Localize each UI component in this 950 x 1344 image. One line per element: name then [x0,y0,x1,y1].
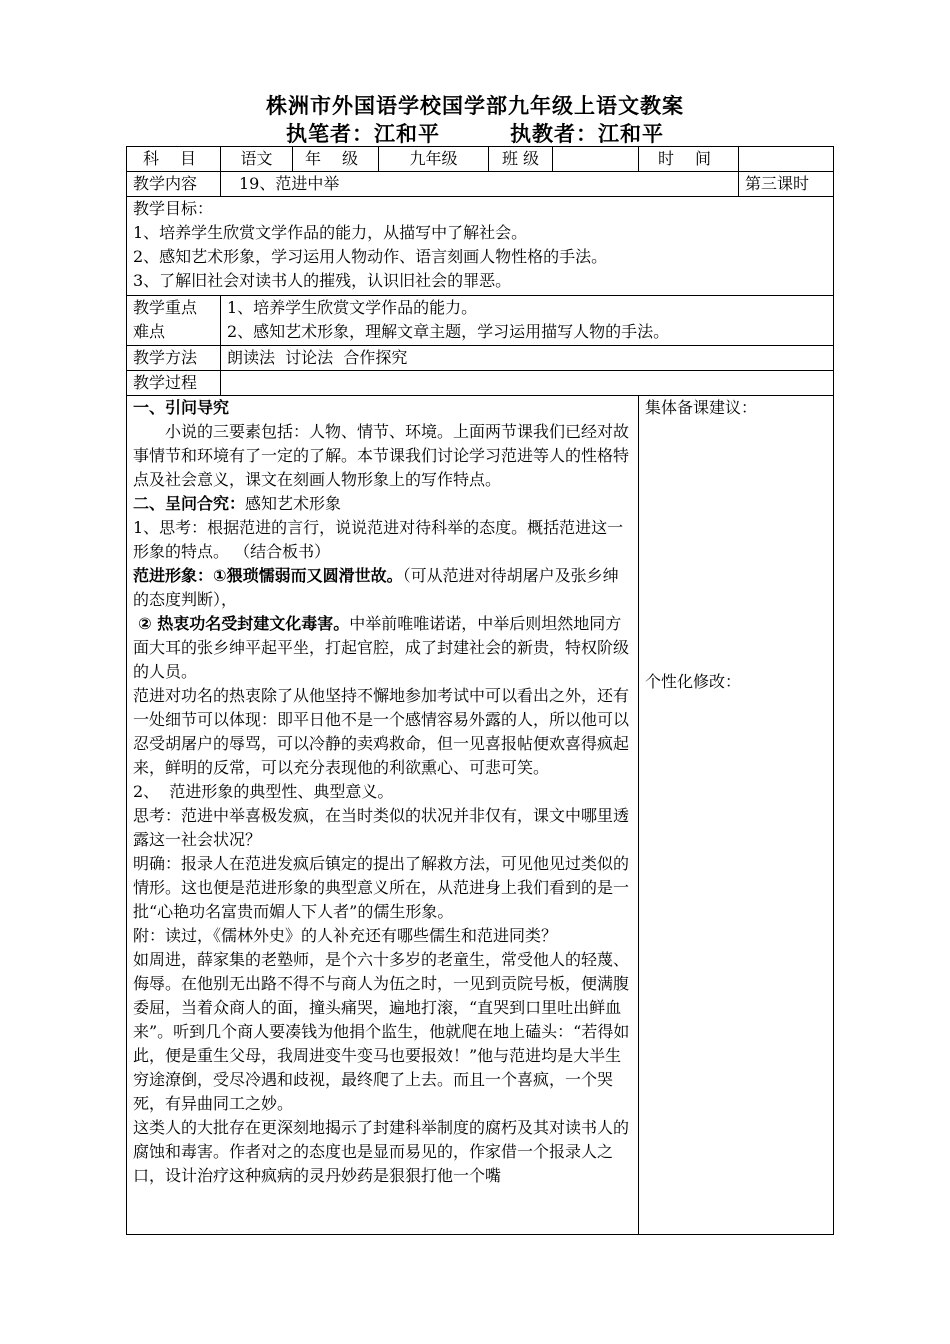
grade-label: 年 级 [293,147,379,172]
image-point-1 [133,564,632,612]
content-label: 教学内容 [127,172,221,197]
section-1-heading: 一、引问导究 [133,398,230,417]
grade-value: 九年级 [379,147,489,172]
page-title: 株洲市外国语学校国学部九年级上语文教案 [266,94,684,118]
process-value [221,371,834,396]
teacher-name: 江和平 [598,122,664,146]
goal-item: 1、培养学生欣赏文学作品的能力，从描写中了解社会。 [133,223,528,242]
section-1-paragraph: 小说的三要素包括：人物、情节、环境。上面两节课我们已经对故事情节和环境有了一定的了解。本节课我们讨论学习范进等人的性格特点及社会意义，课文在刻画人物形象上的写作特点。 [133,422,630,489]
zhou-paragraph: 如周进，薛家集的老塾师，是个六十多岁的老童生，常受他人的轻蔑、侮辱。在他别无出路不得不与商人为伍之时，一见到贡院号板，便满腹委屈，当着众商人的面，撞头痛哭，遍地打滚，“直哭到口里吐出鲜血来”。听到几个商人要凑钱为他捐个监生，他就爬在地上磕头：“若得如此，便是重生父母，我周进变牛变马也要报效！”他与范进均是大半生穷途潦倒，受尽冷遇和歧视，最终爬了上去。而且一个喜疯，一个哭死，有异曲同工之妙。 [133,950,630,1113]
personal-note-label: 个性化修改： [645,672,742,691]
clarify-paragraph: 明确：报录人在范进发疯后镇定的提出了解救方法，可见他见过类似的情形。这也便是范进形象的典型意义所在，从范进身上我们看到的是一批“心艳功名富贵而媚人下人者”的儒生形象。 [133,854,630,921]
method-value: 朗读法 讨论法 合作探究 [221,346,834,371]
key-point-item: 2、感知艺术形象，理解文章主题，学习运用描写人物的手法。 [227,322,670,341]
section-2-topic: 感知艺术形象 [245,494,342,513]
key-points-label [127,296,221,346]
final-paragraph: 这类人的大批存在更深刻地揭示了封建科举制度的腐朽及其对读书人的腐蚀和毒害。作者对之的态度也是显而易见的，作家借一个报录人之口，设计治疗这种疯病的灵丹妙药是狠狠打他一个嘴 [133,1118,630,1185]
image-1-bold: ①猥琐懦弱而又圆滑世故。 [213,566,403,585]
content-row [127,172,834,197]
time-value [739,147,834,172]
key-points-label-1: 教学重点 [133,298,198,317]
method-label: 教学方法 [127,346,221,371]
time-label: 时 间 [639,147,739,172]
class-value [553,147,639,172]
period-value: 第三课时 [739,172,834,197]
subject-label: 科 目 [127,147,221,172]
goals-cell [127,197,834,296]
image-label: 范进形象： [133,566,214,585]
method-row [127,346,834,371]
goals-row [127,197,834,296]
image-1-text: （可从范进对待胡屠户及张乡绅的态度判断）， [133,566,619,609]
lesson-plan-table [126,146,834,1235]
subject-value: 语文 [221,147,293,172]
image-2-bold: ② 热衷功名受封建文化毒害。 [138,614,350,633]
content-value: 19、范进中举 [221,172,739,197]
author-line [0,118,950,148]
collective-note-label: 集体备课建议： [645,398,758,417]
key-points-cell [221,296,834,346]
goal-item: 3、了解旧社会对读书人的摧残，认识旧社会的罪恶。 [133,271,512,290]
think-paragraph: 思考：范进中举喜极发疯，在当时类似的状况并非仅有，课文中哪里透露这一社会状况？ [133,806,630,849]
process-row [127,371,834,396]
process-label: 教学过程 [127,371,221,396]
teacher-label: 执教者： [510,122,598,146]
writer-label: 执笔者： [286,122,374,146]
goals-label: 教学目标： [133,199,214,218]
zeal-paragraph: 范进对功名的热衷除了从他坚持不懈地参加考试中可以看出之外，还有一处细节可以体现：即平日他不是一个感情容易外露的人，所以他可以忍受胡屠户的辱骂，可以冷静的卖鸡救命，但一见喜报帖便欢喜得疯起来，鲜明的反常，可以充分表现他的利欲熏心、可悲可笑。 [133,686,630,777]
section-2-heading-line [133,492,632,516]
goal-item: 2、感知艺术形象，学习运用人物动作、语言刻画人物性格的手法。 [133,247,608,266]
image-2-text: 中举前唯唯诺诺，中举后则坦然地同方面大耳的张乡绅平起平坐，打起官腔，成了封建社会的新贵，特权阶级的人员。 [133,614,630,681]
writer-name: 江和平 [374,122,440,146]
lesson-body [127,396,639,1235]
key-points-row [127,296,834,346]
key-points-label-2: 难点 [133,322,166,341]
key-point-item: 1、培养学生欣赏文学作品的能力。 [227,298,478,317]
section-2-heading: 二、呈问合究： [133,494,246,513]
question-1: 1、思考：根据范进的言行，说说范进对待科举的态度。概括范进这一形象的特点。 （结合板书） [133,518,624,561]
info-row [127,147,834,172]
image-point-2 [133,612,632,684]
side-notes [639,396,834,1235]
class-label: 班 级 [489,147,553,172]
body-row [127,396,834,1235]
question-2: 2、 范进形象的典型性、典型意义。 [133,782,394,801]
appendix-paragraph: 附：读过，《儒林外史》的人补充还有哪些儒生和范进同类？ [133,926,558,945]
